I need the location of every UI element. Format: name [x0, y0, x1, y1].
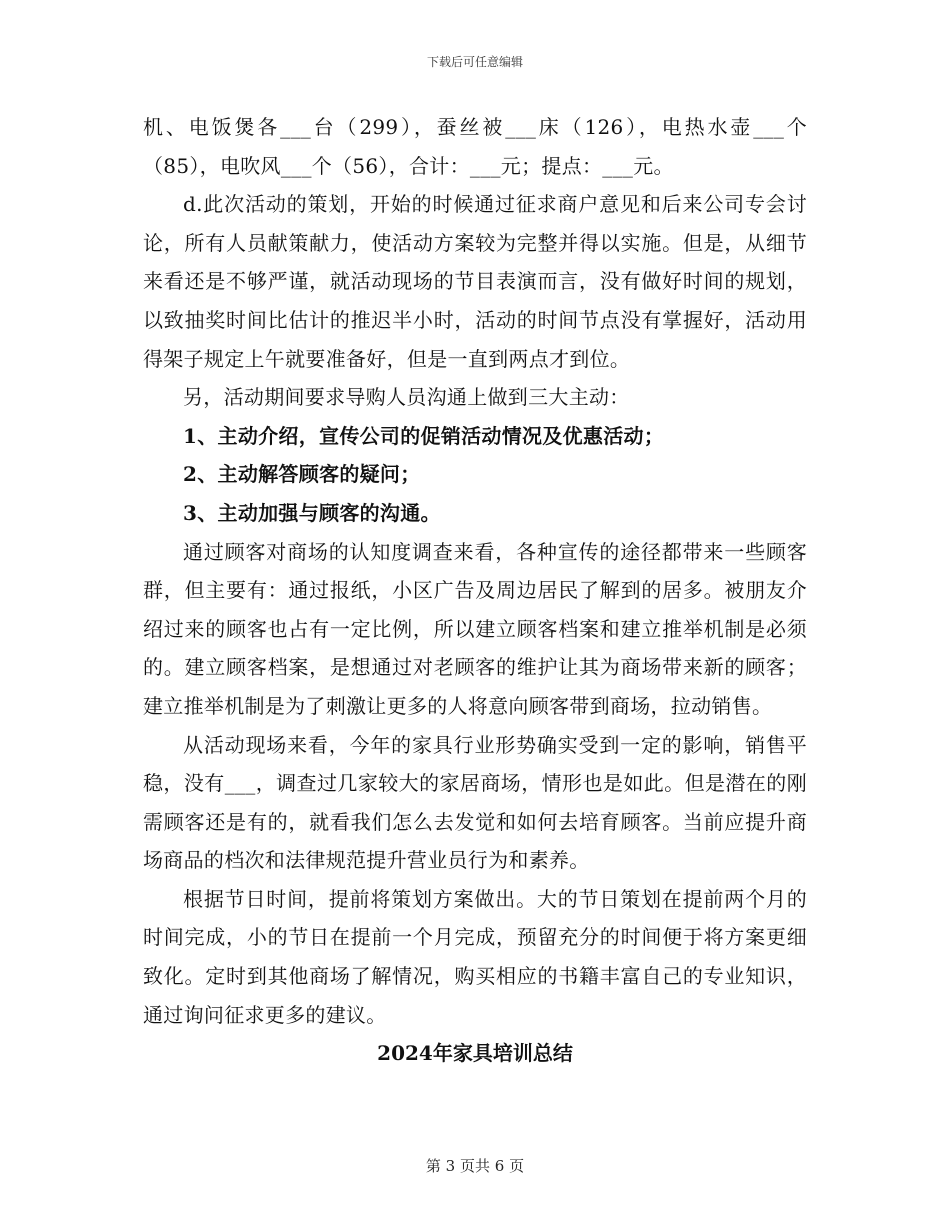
paragraph-1: 机、电饭煲各___台（299），蚕丝被___床（126），电热水壶___个（85），电吹风___个（56），合计：___元；提点：___元。	[143, 115, 807, 178]
paragraph-5: 从活动现场来看，今年的家具行业形势确实受到一定的影响，销售平稳，没有___，调查过几家较大的家居商场，情形也是如此。但是潜在的刚需顾客还是有的，就看我们怎么去发觉和如何去培育顾客。当前应提升商场商品的档次和法律规范提升营业员行为和素养。	[143, 732, 807, 873]
list-item-1: 1、主动介绍，宣传公司的促销活动情况及优惠活动；	[183, 423, 665, 448]
header-note: 下载后可任意编辑	[426, 55, 523, 69]
paragraph-2: d.此次活动的策划，开始的时候通过征求商户意见和后来公司专会讨论，所有人员献策献力，使活动方案较为完整并得以实施。但是，从细节来看还是不够严谨，就活动现场的节目表演而言，没有做好时间的规划，以致抽奖时间比估计的推迟半小时，活动的时间节点没有掌握好，活动用得架子规定上午就要准备好，但是一直到两点才到位。	[143, 192, 807, 371]
list-item-3: 3、主动加强与顾客的沟通。	[183, 500, 441, 525]
paragraph-6: 根据节日时间，提前将策划方案做出。大的节日策划在提前两个月的时间完成，小的节日在提前一个月完成，预留充分的时间便于将方案更细致化。定时到其他商场了解情况，购买相应的书籍丰富自己的专业知识，通过询问征求更多的建议。	[143, 886, 807, 1027]
section-title: 2024年家具培训总结	[377, 1041, 573, 1066]
paragraph-4: 通过顾客对商场的认知度调查来看，各种宣传的途径都带来一些顾客群，但主要有：通过报纸，小区广告及周边居民了解到的居多。被朋友介绍过来的顾客也占有一定比例，所以建立顾客档案和建立推举机制是必须的。建立顾客档案，是想通过对老顾客的维护让其为商场带来新的顾客；建立推举机制是为了刺激让更多的人将意向顾客带到商场，拉动销售。	[143, 539, 807, 718]
page-footer: 第 3 页共 6 页	[425, 1157, 525, 1175]
paragraph-3: 另，活动期间要求导购人员沟通上做到三大主动：	[183, 385, 630, 410]
list-item-2: 2、主动解答顾客的疑问；	[183, 462, 421, 487]
document-body	[143, 108, 807, 1073]
